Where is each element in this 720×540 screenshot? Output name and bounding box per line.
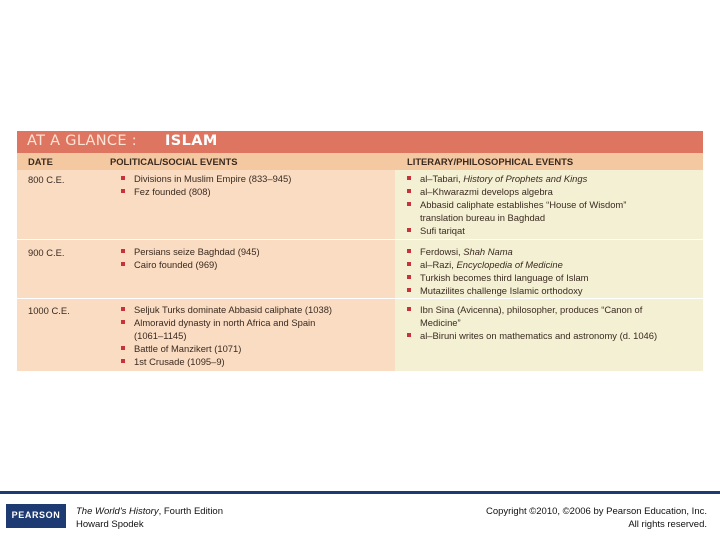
literary-column-header: LITERARY/PHILOSOPHICAL EVENTS xyxy=(407,156,574,167)
author-name: Howard Spodek xyxy=(76,519,144,530)
footer-citation xyxy=(76,505,223,531)
row-date: 800 C.E. xyxy=(28,174,65,185)
political-column-header: POLITICAL/SOCIAL EVENTS xyxy=(110,156,238,167)
at-a-glance-table: AT A GLANCE : ISLAM DATE POLITICAL/SOCIAL EVENTS LITERARY/PHILOSOPHICAL EVENTS 800 C.E. Divisions in Muslim Empire (833–945) Fez founded (808) al–Tabari, History of Prophets and Kings al–Khwarazmi develops algebra Abbasid caliphate establishes “House of Wisdom” translation bureau in Baghdad Sufi tariqat 900 C.E. Persians seize Baghdad (945) Cairo founded (969) Ferdowsi, Shah Nama al–Razi, Encyclopedia of Medicine Turkish becomes third language of Islam Mutazilites challenge Islamic orthodoxy 1000 C.E. Seljuk Turks dominate Abbasid caliphate (1038) Almoravid dynasty in north Africa and Spain (1061–1145) Battle of Manzikert (1071) 1st Crusade (1095–9) Ibn Sina (Avicenna), philosopher, produces “Canon of Medicine” al–Biruni writes on mathematics and astronomy (d. 1046) xyxy=(17,131,703,371)
bullet-icon xyxy=(407,333,411,337)
book-title: The World's History xyxy=(76,506,159,517)
bullet-icon xyxy=(121,346,125,350)
bullet-icon xyxy=(121,320,125,324)
bullet-icon xyxy=(407,176,411,180)
bullet-icon xyxy=(407,202,411,206)
footer-copyright xyxy=(486,505,707,531)
bullet-icon xyxy=(121,249,125,253)
bullet-icon xyxy=(407,189,411,193)
bullet-icon xyxy=(121,176,125,180)
bullet-icon xyxy=(407,249,411,253)
date-column-header: DATE xyxy=(28,156,53,167)
book-edition: , Fourth Edition xyxy=(158,506,223,517)
row-divider xyxy=(17,239,703,240)
pearson-logo xyxy=(6,504,66,528)
logo-text: PEARSON xyxy=(11,510,61,520)
bullet-icon xyxy=(121,307,125,311)
column-header-row xyxy=(17,153,703,170)
row-divider xyxy=(17,298,703,299)
bullet-icon xyxy=(121,262,125,266)
bullet-icon xyxy=(407,262,411,266)
bullet-icon xyxy=(407,275,411,279)
rights-text: All rights reserved. xyxy=(628,519,707,530)
footer-rule xyxy=(0,491,720,494)
row-date: 1000 C.E. xyxy=(28,305,70,316)
table-title-bar xyxy=(17,131,703,153)
bullet-icon xyxy=(407,288,411,292)
table-title-prefix: AT A GLANCE : xyxy=(27,133,137,149)
row-date: 900 C.E. xyxy=(28,247,65,258)
bullet-icon xyxy=(407,228,411,232)
copyright-text: Copyright ©2010, ©2006 by Pearson Education, Inc. xyxy=(485,506,707,517)
bullet-icon xyxy=(407,307,411,311)
bullet-icon xyxy=(121,189,125,193)
table-title: ISLAM xyxy=(165,133,218,149)
bullet-icon xyxy=(121,359,125,363)
